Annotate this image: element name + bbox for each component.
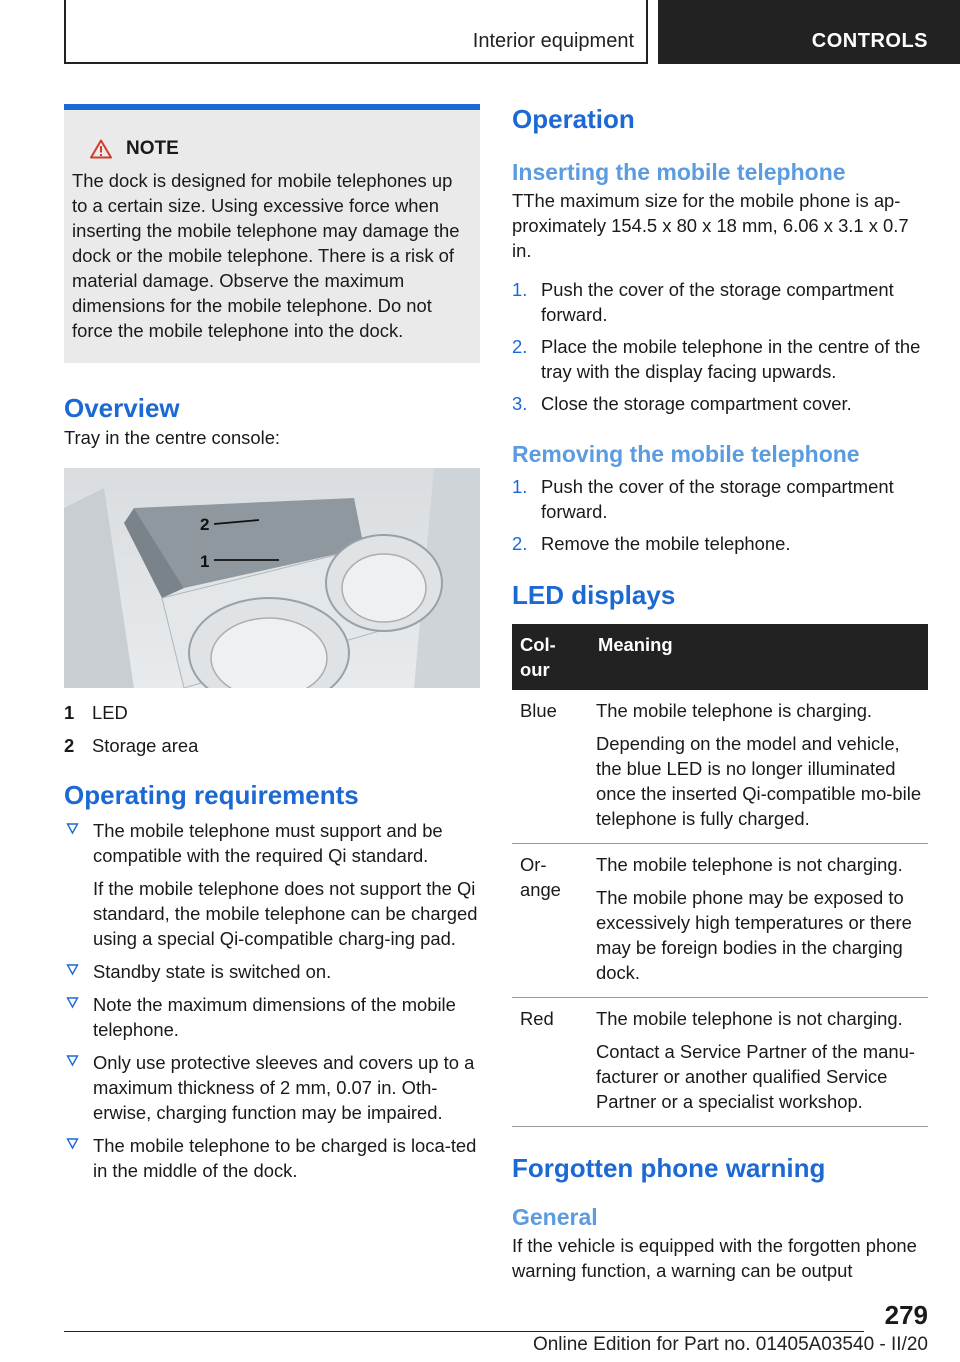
table-header-row [512, 624, 928, 690]
list-item-text: Note the maximum dimensions of the mobile telephone. [93, 994, 456, 1040]
table-cell-meaning [590, 844, 928, 998]
centre-console-tray-image [64, 468, 480, 688]
requirements-heading: Operating requirements [64, 780, 359, 810]
step-item [512, 531, 928, 556]
meaning-detail: Depending on the model and vehicle, the blue LED is no longer illuminated once the inserted Qi-compatible mo-bile telephone is fully charged. [596, 733, 922, 829]
step-text: Place the mobile telephone in the centre of the tray with the display facing upwards. [541, 336, 921, 382]
list-item-extra: If the mobile telephone does not support the Qi standard, the mobile telephone can be charged using a special Qi-compatible charg-ing pad. [93, 878, 478, 949]
table-row [512, 844, 928, 998]
inserting-intro: TThe maximum size for the mobile phone is ap-proximately 154.5 x 80 x 18 mm, 6.06 x 3.1 x 0.7 in. [512, 190, 909, 261]
page-number: 279 [884, 1300, 928, 1330]
meaning-text: The mobile telephone is not charging. [596, 854, 903, 875]
table-cell-colour: Red [512, 998, 590, 1127]
list-item-text: Only use protective sleeves and covers up to a maximum thickness of 2 mm, 0.07 in. Oth-erwise, charging function may be impaired. [93, 1052, 475, 1123]
list-item-text: The mobile telephone to be charged is loca-ted in the middle of the dock. [93, 1135, 477, 1181]
note-box [64, 104, 480, 363]
triangle-bullet-icon [66, 1137, 79, 1150]
list-item [64, 818, 480, 951]
note-title: NOTE [126, 138, 179, 159]
meaning-detail: Contact a Service Partner of the manu-facturer or another qualified Service Partner or a specialist workshop. [596, 1041, 915, 1112]
inserting-steps [512, 277, 928, 416]
legend-item [64, 733, 480, 758]
note-text: The dock is designed for mobile telephones up to a certain size. Using excessive force when inserting the mobile telephone may damage the dock or the mobile telephone. There is a risk of material damage. Observe the maximum dimensions for the mobile telephone. Do not force the mobile telephone into the dock. [72, 170, 460, 341]
section-title: Interior equipment [472, 30, 634, 52]
list-item [64, 1050, 480, 1125]
step-text: Remove the mobile telephone. [541, 533, 791, 554]
chapter-title: CONTROLS [811, 30, 928, 52]
table-cell-colour: Blue [512, 690, 590, 844]
led-table [512, 624, 928, 1127]
step-item [512, 277, 928, 327]
callout-label-2: 2 [200, 515, 210, 534]
note-header [90, 138, 472, 160]
step-text: Close the storage compartment cover. [541, 393, 852, 414]
table-cell-meaning [590, 998, 928, 1127]
step-number: 1. [512, 476, 528, 497]
step-number: 2. [512, 533, 528, 554]
list-item-text: The mobile telephone must support and be compatible with the required Qi standard. [93, 820, 443, 866]
operation-heading: Operation [512, 104, 635, 134]
forgotten-heading: Forgotten phone warning [512, 1153, 826, 1183]
step-number: 1. [512, 279, 528, 300]
table-cell-colour: Or-ange [512, 844, 590, 998]
forgotten-text: If the vehicle is equipped with the forgotten phone warning function, a warning can be output [512, 1235, 917, 1281]
list-item [64, 959, 480, 984]
step-item [512, 474, 928, 524]
header-section-box [64, 0, 648, 64]
step-item [512, 334, 928, 384]
legend-number: 1 [64, 702, 75, 723]
legend-label: LED [92, 702, 128, 723]
header-chapter-box [658, 0, 960, 64]
step-text: Push the cover of the storage compartment forward. [541, 476, 894, 522]
warning-icon [90, 139, 112, 159]
table-cell-meaning [590, 690, 928, 844]
list-item [64, 1133, 480, 1183]
triangle-bullet-icon [66, 1054, 79, 1067]
triangle-bullet-icon [66, 822, 79, 835]
step-number: 2. [512, 336, 528, 357]
removing-steps [512, 474, 928, 556]
table-header-colour: Col-our [512, 624, 590, 690]
inserting-heading: Inserting the mobile telephone [512, 159, 846, 185]
triangle-bullet-icon [66, 996, 79, 1009]
meaning-text: The mobile telephone is not charging. [596, 1008, 903, 1029]
meaning-text: The mobile telephone is charging. [596, 700, 873, 721]
led-heading: LED displays [512, 580, 676, 610]
legend-item [64, 700, 480, 725]
general-heading: General [512, 1204, 598, 1230]
step-item [512, 391, 928, 416]
table-row [512, 690, 928, 844]
step-number: 3. [512, 393, 528, 414]
overview-intro: Tray in the centre console: [64, 427, 281, 448]
edition-text: Online Edition for Part no. 01405A03540 - II/20 [532, 1334, 928, 1355]
left-column [64, 104, 480, 1191]
list-item [64, 992, 480, 1042]
image-legend [64, 700, 480, 758]
footer-divider [64, 1331, 864, 1332]
step-text: Push the cover of the storage compartment forward. [541, 279, 894, 325]
removing-heading: Removing the mobile telephone [512, 441, 860, 467]
list-item-text: Standby state is switched on. [93, 961, 332, 982]
table-header-meaning: Meaning [590, 624, 928, 690]
legend-number: 2 [64, 735, 75, 756]
right-column [512, 104, 928, 1283]
triangle-bullet-icon [66, 963, 79, 976]
requirements-list [64, 818, 480, 1183]
overview-heading: Overview [64, 393, 180, 423]
callout-label-1: 1 [200, 552, 210, 571]
meaning-detail: The mobile phone may be exposed to excessively high temperatures or there may be foreign bodies in the charging dock. [596, 887, 912, 983]
table-row [512, 998, 928, 1127]
legend-label: Storage area [92, 735, 199, 756]
